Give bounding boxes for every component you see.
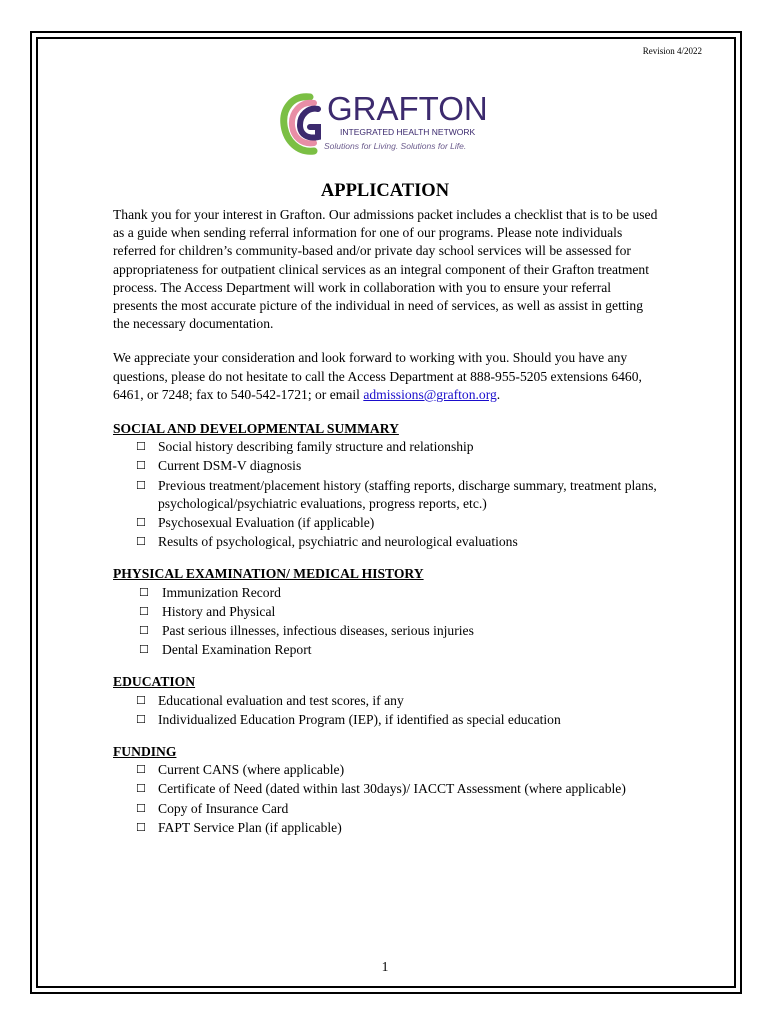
checkbox[interactable]: ☐: [136, 693, 146, 707]
checklist-item: ☐ Past serious illnesses, infectious diseases, serious injuries: [113, 622, 658, 640]
checkbox[interactable]: ☐: [136, 535, 146, 549]
section-social: [113, 420, 658, 551]
contact-paragraph: [113, 349, 658, 404]
checkbox[interactable]: ☐: [139, 604, 149, 618]
section-physical: [113, 565, 658, 659]
checklist-item: ☐ Results of psychological, psychiatric and neurological evaluations: [113, 533, 658, 551]
logo-tagline: Solutions for Living. Solutions for Life.: [324, 141, 467, 151]
section-heading: EDUCATION: [113, 674, 196, 690]
checklist-item: ☐ Psychosexual Evaluation (if applicable): [113, 514, 658, 532]
intro-paragraph: Thank you for your interest in Grafton. Our admissions packet includes a checklist that is to be used as a guide when sending referral information for one of our programs. Please note individuals referred for children’s community-based and/or private day school services will be assessed for appropriateness for outpatient clinical services as an integral component of their Grafton treatment process. The Access Department will work in collaboration with you to ensure your referral presents the most accurate picture of the individual in need of services, as well as assist in getting the necessary documentation.: [113, 207, 658, 332]
checklist-item: ☐ Current CANS (where applicable): [113, 761, 658, 779]
checklist: [113, 584, 658, 660]
checklist-item: ☐ Copy of Insurance Card: [113, 800, 658, 818]
checklist: [113, 761, 658, 837]
checkbox[interactable]: ☐: [136, 801, 146, 815]
grafton-logo-mark-icon: [280, 91, 330, 157]
checkbox[interactable]: ☐: [136, 459, 146, 473]
section-heading: PHYSICAL EXAMINATION/ MEDICAL HISTORY: [113, 566, 424, 582]
checklist-item: ☐ Certificate of Need (dated within last 30days)/ IACCT Assessment (where applicable): [113, 780, 658, 798]
contact-text: We appreciate your consideration and look forward to working with you. Should you have any questions, please do not hesitate to call the Access Department at 888-955-5205 extensions 6460, 6461, or 7248; fax to 540-542-1721; or email: [113, 350, 642, 402]
checkbox[interactable]: ☐: [136, 478, 146, 492]
checkbox[interactable]: ☐: [139, 624, 149, 638]
checkbox[interactable]: ☐: [136, 516, 146, 530]
checkbox[interactable]: ☐: [136, 763, 146, 777]
revision-date: Revision 4/2022: [642, 46, 702, 56]
checkbox[interactable]: ☐: [139, 643, 149, 657]
document-body: [113, 206, 658, 851]
checklist-item: ☐ History and Physical: [113, 603, 658, 621]
admissions-email-link[interactable]: admissions@grafton.org: [363, 386, 497, 402]
checklist: [113, 692, 658, 729]
logo-wordmark: GRAFTON: [327, 90, 488, 127]
section-heading: FUNDING: [113, 744, 177, 760]
checklist: [113, 438, 658, 551]
checklist-item: ☐ Immunization Record: [113, 584, 658, 602]
logo-subtitle: INTEGRATED HEALTH NETWORK: [340, 127, 476, 137]
section-heading: SOCIAL AND DEVELOPMENTAL SUMMARY: [113, 421, 399, 437]
section-funding: [113, 743, 658, 837]
grafton-logo: [280, 91, 500, 157]
checklist-item: ☐ Previous treatment/placement history (staffing reports, discharge summary, treatment plans, psychological/psychiatric evaluations, progress reports, etc.): [136, 477, 657, 511]
contact-end: .: [496, 386, 501, 402]
checklist-item: ☐ Individualized Education Program (IEP), if identified as special education: [113, 711, 658, 729]
checkbox[interactable]: ☐: [136, 712, 146, 726]
page-number: 1: [381, 959, 389, 974]
checklist-item: ☐ Dental Examination Report: [113, 641, 658, 659]
page-title: APPLICATION: [320, 181, 450, 201]
checkbox[interactable]: ☐: [136, 440, 146, 454]
checkbox[interactable]: ☐: [139, 585, 149, 599]
checklist-item: ☐ Social history describing family structure and relationship: [113, 438, 658, 456]
checkbox[interactable]: ☐: [136, 820, 146, 834]
checklist-item: ☐ Educational evaluation and test scores, if any: [113, 692, 658, 710]
checklist-item: ☐ Current DSM-V diagnosis: [113, 457, 658, 475]
section-education: [113, 673, 658, 729]
checkbox[interactable]: ☐: [136, 782, 146, 796]
checklist-item: ☐ FAPT Service Plan (if applicable): [113, 819, 658, 837]
